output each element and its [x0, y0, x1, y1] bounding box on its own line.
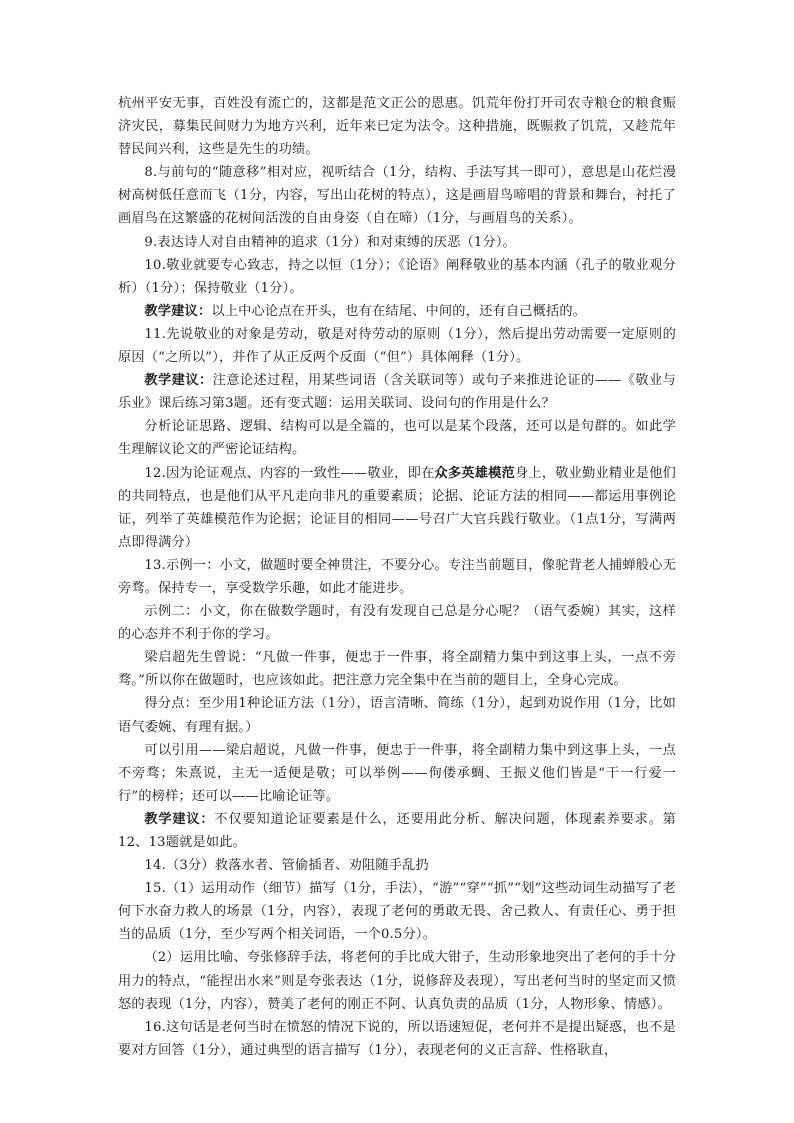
teaching-tip-label: 教学建议：: [144, 811, 215, 827]
answer-text-body: [118, 92, 676, 1062]
paragraph: 可以引用——梁启超说，凡做一件事，便忠于一件事，将全副精力集中到这事上头，一点不旁骛；朱熹说，主无一适便是敬；可以举例——佝偻承蜩、王振义他们皆是“干一行爱一行”的榜样；还可以——比喻论证等。: [118, 742, 676, 804]
teaching-tip-label: 教学建议：: [144, 373, 213, 389]
answer-12-emphasis: 众多英雄模范: [434, 465, 515, 481]
answer-13-example-1: 13.示例一：小文，做题时要全神贯注，不要分心。专注当前题目，像驼背老人捕蝉般心无旁骛。保持专一，享受数学乐趣，如此才能进步。: [118, 557, 676, 596]
teaching-tip-text: 注意论述过程，用某些词语（含关联词等）或句子来推进论证的——《敬业与乐业》课后练习第3题。还有变式题：运用关联词、设问句的作用是什么？: [118, 373, 676, 412]
teaching-tip-3: [118, 808, 676, 854]
paragraph: 分析论证思路、逻辑、结构可以是全篇的，也可以是某个段落，还可以是句群的。如此学生理解议论文的严密论证结构。: [118, 419, 676, 458]
answer-8: 8.与前句的“随意移”相对应，视听结合（1分，结构、手法写其一即可），意思是山花烂漫树高树低任意而飞（1分，内容，写出山花树的特点），这是画眉鸟啼唱的背景和舞台，衬托了画眉鸟在这繁盛的花树间活泼的自由身姿（自在啼）（1分，与画眉鸟的关系）。: [118, 165, 676, 227]
answer-12-rest: 身上，敬业勤业精业是他们的共同特点，也是他们从平凡走向非凡的重要素质；论据、论证方法的相同——都运用事例论证，列举了英雄模范作为论据；论证目的相同——号召广大官兵践行敬业。（1点1分，写满两点即得满分）: [118, 465, 677, 550]
answer-9: 9.表达诗人对自由精神的追求（1分）和对束缚的厌恶（1分）。: [144, 234, 517, 250]
scoring-points: 得分点：至少用1种论证方法（1分），语言清晰、简练（1分），起到劝说作用（1分，比如语气委婉、有理有据。）: [118, 696, 676, 735]
answer-13-example-2: 示例二：小文，你在做数学题时，有没有发现自己总是分心呢？（语气委婉）其实，这样的心态并不利于你的学习。: [118, 604, 676, 643]
answer-15-1: 15.（1）运用动作（细节）描写（1分，手法），“游”“穿”“抓”“划”这些动词生动描写了老何下水奋力救人的场景（1分，内容），表现了老何的勇敢无畏、舍己救人、有责任心、勇于担当的品质（1分，至少写两个相关词语，一个0.5分）。: [118, 881, 676, 943]
teaching-tip-text: 以上中心论点在开头，也有在结尾、中间的，还有自己概括的。: [211, 303, 587, 319]
paragraph: 杭州平安无事，百姓没有流亡的，这都是范文正公的恩惠。饥荒年份打开司农寺粮仓的粮食赈济灾民，募集民间财力为地方兴利，近年来已定为法令。这种措施，既赈救了饥荒，又趁荒年替民间兴利，这些是先生的功绩。: [118, 96, 676, 158]
answer-10: 10.敬业就要专心致志，持之以恒（1分）；《论语》阐释敬业的基本内涵（孔子的敬业观分析）（1分）；保持敬业（1分）。: [118, 257, 676, 296]
answer-16: 16.这句话是老何当时在愤怒的情况下说的，所以语速短促，老何并不是提出疑惑，也不是要对方回答（1分），通过典型的语言描写（1分），表现老何的义正言辞、性格耿直，: [118, 1019, 676, 1058]
answer-14: 14.（3分）救落水者、管偷插者、劝阻随手乱扔: [144, 858, 429, 874]
teaching-tip-2: [118, 369, 676, 415]
teaching-tip-1: [118, 300, 676, 323]
answer-12: [118, 462, 676, 554]
paragraph: 梁启超先生曾说：“凡做一件事，便忠于一件事，将全副精力集中到这事上头，一点不旁骛。”所以你在做题时，也应该如此。把注意力完全集中在当前的题目上，全身心完成。: [118, 650, 676, 689]
answer-11: 11.先说敬业的对象是劳动，敬是对待劳动的原则（1分），然后提出劳动需要一定原则的原因（“之所以”），并作了从正反两个反面（“但”）具体阐释（1分）。: [118, 326, 676, 366]
teaching-tip-text: 不仅要知道论证要素是什么，还要用此分析、解决问题，体现素养要求。第12、13题就是如此。: [118, 811, 676, 850]
teaching-tip-label: 教学建议：: [144, 303, 212, 319]
answer-12-lead: 12.因为论证观点、内容的一致性——敬业，即在: [144, 465, 435, 481]
answer-15-2: （2）运用比喻、夸张修辞手法，将老何的手比成大钳子，生动形象地突出了老何的手十分用力的特点，“能捏出水来”则是夸张表达（1分，说修辞及表现），写出老何当时的坚定而又愤怒的表现（1分，内容），赞美了老何的刚正不阿、认真负责的品质（1分，人物形象、情感）。: [118, 950, 676, 1012]
